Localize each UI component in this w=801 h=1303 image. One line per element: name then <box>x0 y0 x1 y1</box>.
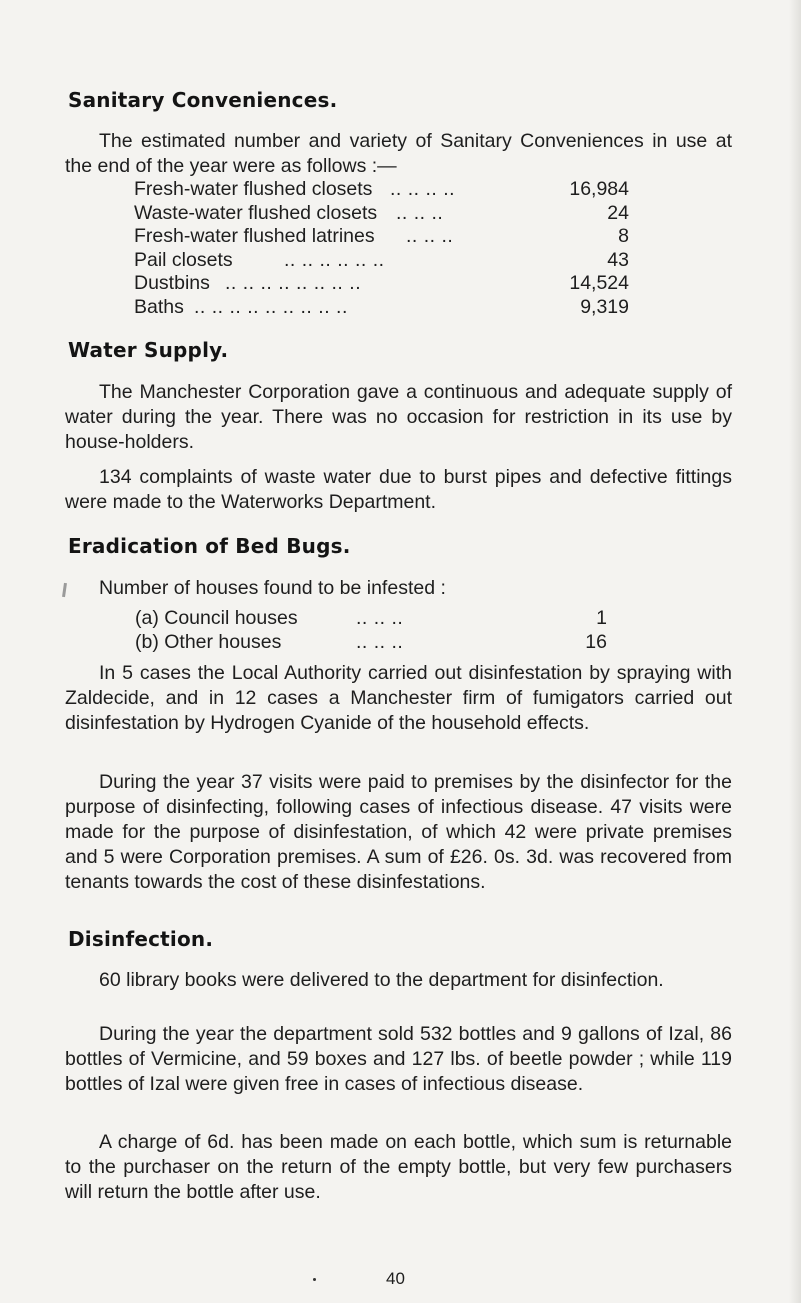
list-item <box>134 202 629 226</box>
item-label: (b) Other houses <box>135 630 282 653</box>
item-value: 24 <box>607 201 629 224</box>
water-para-2: 134 complaints of waste water due to burst pipes and defective fittings were made to the Waterworks Department. <box>65 466 732 513</box>
disinfection-para-1: 60 library books were delivered to the department for disinfection. <box>99 969 664 991</box>
bullet-mark <box>313 1278 316 1281</box>
leader-dots: .. .. .. <box>356 607 404 629</box>
scan-speck <box>62 583 67 597</box>
leader-dots: .. .. .. .. <box>390 178 456 200</box>
item-label: Waste-water flushed closets <box>134 201 378 224</box>
item-label: Fresh-water flushed latrines <box>134 225 375 247</box>
list-item <box>134 296 629 320</box>
list-item <box>134 272 629 296</box>
list-item <box>134 178 629 202</box>
bedbugs-heading: Eradication of Bed Bugs. <box>68 534 351 558</box>
item-value: 43 <box>607 248 629 271</box>
leader-dots: .. .. .. .. .. .. .. .. <box>225 272 362 294</box>
water-para-1: The Manchester Corporation gave a continuous and adequate supply of water during the year. There was no occasion for restriction in its use by house-holders. <box>65 381 732 453</box>
item-label: Baths <box>134 295 184 318</box>
bedbugs-list <box>135 607 607 654</box>
item-label: Fresh-water flushed closets <box>134 178 373 200</box>
item-value: 16,984 <box>569 178 629 200</box>
sanitary-list <box>134 178 629 319</box>
item-value: 16 <box>585 630 607 653</box>
disinfection-heading: Disinfection. <box>68 927 214 951</box>
item-value: 14,524 <box>569 272 629 294</box>
item-label: (a) Council houses <box>135 607 298 629</box>
list-item <box>135 607 607 631</box>
sanitary-heading: Sanitary Conveniences. <box>68 88 338 112</box>
leader-dots: .. .. .. .. .. .. .. .. .. <box>194 295 348 318</box>
leader-dots: .. .. .. <box>356 630 404 653</box>
item-value: 8 <box>618 225 629 247</box>
item-value: 9,319 <box>580 295 629 318</box>
leader-dots: .. .. .. .. .. .. <box>284 248 385 271</box>
bedbugs-para-1: In 5 cases the Local Authority carried out disinfestation by spraying with Zaldecide, and in 12 cases a Manchester firm of fumigators carried out disinfestation by Hydrogen Cyanide of the household effects. <box>65 662 732 734</box>
leader-dots: .. .. .. <box>396 201 444 224</box>
list-item <box>134 249 629 273</box>
page-number: 40 <box>386 1269 405 1288</box>
item-label: Dustbins <box>134 272 210 294</box>
bedbugs-para-2: During the year 37 visits were paid to premises by the disinfector for the purpose of disinfecting, following cases of infectious disease. 47 visits were made for the purpose of disinfestation, of which 42 were private premises and 5 were Corporation premises. A sum of £26. 0s. 3d. was recovered from tenants towards the cost of these disinfestations. <box>65 771 732 893</box>
item-value: 1 <box>596 607 607 629</box>
disinfection-para-2: During the year the department sold 532 bottles and 9 gallons of Izal, 86 bottles of Vermicine, and 59 boxes and 127 lbs. of beetle powder ; while 119 bottles of Izal were given free in cases of infectious disease. <box>65 1023 732 1095</box>
list-item <box>134 225 629 249</box>
item-label: Pail closets <box>134 248 233 271</box>
list-item <box>135 631 607 655</box>
sanitary-intro: The estimated number and variety of Sanitary Conveniences in use at the end of the year were as follows :— <box>65 130 732 177</box>
bedbugs-intro: Number of houses found to be infested : <box>99 577 446 599</box>
disinfection-para-3: A charge of 6d. has been made on each bottle, which sum is returnable to the purchaser on the return of the empty bottle, but very few purchasers will return the bottle after use. <box>65 1131 732 1203</box>
water-heading: Water Supply. <box>68 338 229 362</box>
leader-dots: .. .. .. <box>406 225 454 247</box>
page-edge-shadow <box>789 0 801 1303</box>
